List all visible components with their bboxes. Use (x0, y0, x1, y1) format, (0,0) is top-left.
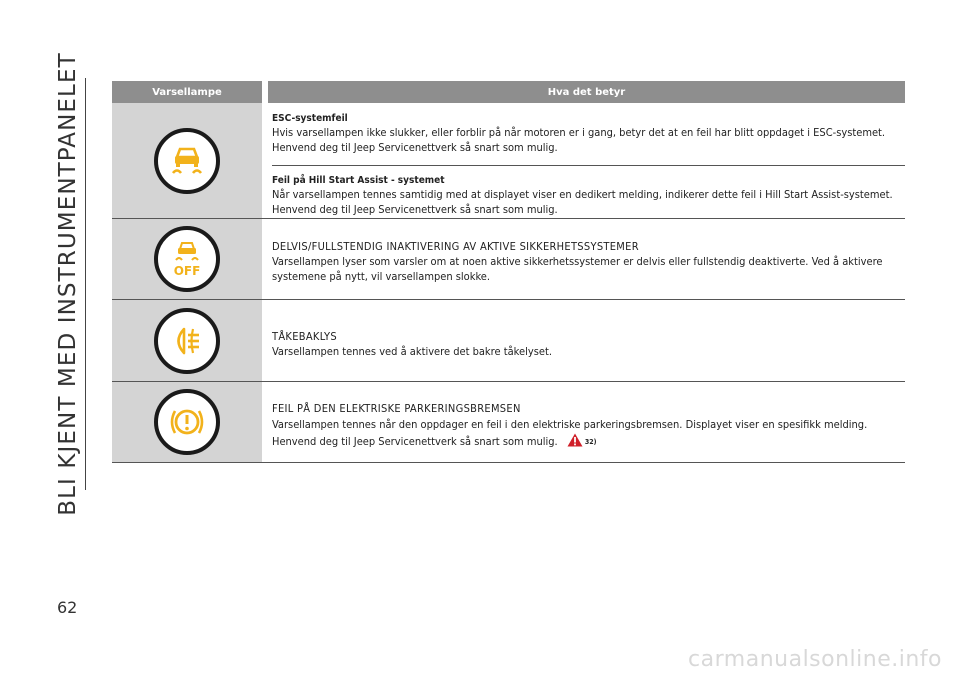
off-label: OFF (173, 264, 201, 278)
entry-text: Hvis varsellampen ikke slukker, eller forblir på når motoren er i gang, betyr det at en feil har blitt oppdaget i ESC-systemet. Henvend deg til Jeep Servicenettverk så snart som mulig. (272, 126, 886, 154)
table-row (112, 219, 905, 300)
warning-light-table (112, 81, 905, 463)
entry-text: Varsellampen tennes når den oppdager en feil i den elektriske parkeringsbremsen. Displayet viser en spesifikk melding. Henvend deg til Jeep Servicenettverk så snart som mulig. (272, 418, 868, 448)
entry-heading: Feil på Hill Start Assist - systemet (272, 175, 445, 186)
side-rule (85, 78, 86, 490)
meaning-cell (268, 219, 905, 299)
page-number: 62 (57, 598, 78, 617)
esc-off-icon (154, 226, 220, 292)
entry-heading: ESC-systemfeil (272, 113, 348, 124)
header-meaning: Hva det betyr (268, 81, 905, 103)
table-row (112, 382, 905, 463)
watermark: carmanualsonline.info (688, 647, 942, 672)
entry-caption: FEIL PÅ DEN ELEKTRISKE PARKERINGSBREMSEN (272, 402, 521, 415)
rear-fog-light-icon (154, 308, 220, 374)
meaning-cell (268, 382, 905, 462)
meaning-cell (268, 103, 905, 218)
header-warning-light: Varsellampe (112, 81, 262, 103)
entry-text: Varsellampen lyser som varsler om at noen aktive sikkerhetssystemer er delvis eller fullstendig deaktiverte. Ved å aktivere systemene på nytt, vil varsellampen slokke. (272, 255, 883, 283)
parking-brake-fault-icon (154, 389, 220, 455)
esc-icon (154, 128, 220, 194)
side-section-title: BLI KJENT MED INSTRUMENTPANELET (55, 52, 81, 516)
entry-text: Varsellampen tennes ved å aktivere det bakre tåkelyset. (272, 345, 552, 358)
meaning-cell (268, 300, 905, 381)
table-row (112, 103, 905, 219)
icon-cell (112, 300, 262, 381)
table-header (112, 81, 905, 103)
entry-caption: DELVIS/FULLSTENDIG INAKTIVERING AV AKTIVE SIKKERHETSSYSTEMER (272, 240, 639, 253)
warning-triangle-icon (567, 433, 583, 452)
entry-text: Når varsellampen tennes samtidig med at displayet viser en dedikert melding, indikerer dette feil i Hill Start Assist-systemet. Henvend deg til Jeep Servicenettverk så snart som mulig. (272, 188, 893, 216)
icon-cell (112, 103, 262, 218)
table-row (112, 300, 905, 382)
icon-cell (112, 382, 262, 462)
icon-cell (112, 219, 262, 299)
entry-caption: TÅKEBAKLYS (272, 330, 337, 343)
note-reference: 32) (584, 438, 597, 446)
